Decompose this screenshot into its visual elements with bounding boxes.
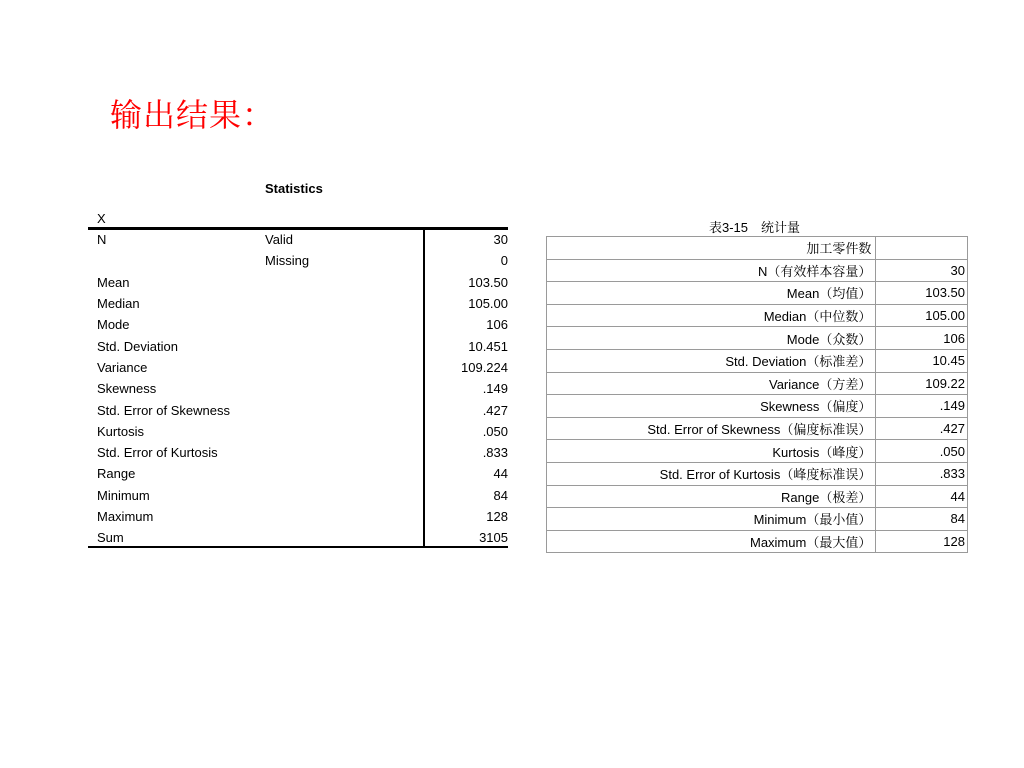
cn-header-cell: 加工零件数 [547, 237, 876, 260]
cn-row-label [547, 530, 876, 553]
spss-row-value: 128 [486, 509, 508, 524]
spss-row-label: Sum [97, 530, 124, 546]
spss-row-value: 103.50 [468, 274, 508, 290]
spss-row-label: Skewness [97, 381, 157, 397]
spss-statistics-table [88, 229, 521, 548]
cn-row-label-zh: （最大值） [806, 536, 872, 552]
spss-row-label: Kurtosis [97, 423, 144, 439]
cn-row-label-zh: （标准差） [806, 355, 872, 371]
cn-row-value: .050 [876, 440, 968, 463]
spss-row [88, 506, 521, 527]
cn-header-empty-cell [876, 237, 968, 260]
spss-row [88, 314, 521, 335]
cn-row-value: .833 [876, 462, 968, 485]
cn-row [547, 282, 968, 305]
cn-row-label-en: Kurtosis [772, 444, 820, 460]
spss-variable-name: X [97, 211, 106, 226]
cn-row [547, 485, 968, 508]
spss-row-sublabel [265, 527, 423, 548]
spss-row-sublabel [265, 506, 423, 527]
spss-row-label: Mode [97, 317, 130, 333]
cn-row-label [547, 282, 876, 305]
cn-row [547, 417, 968, 440]
spss-row [88, 378, 521, 399]
cn-row-label-en: Skewness [760, 399, 820, 415]
cn-row-value: 109.22 [876, 372, 968, 395]
spss-row [88, 272, 521, 293]
cn-row-label-zh: （偏度标准误） [780, 423, 872, 439]
spss-row-label: Maximum [97, 509, 154, 524]
spss-row-label: Std. Error of Skewness [97, 402, 230, 418]
spss-row [88, 229, 521, 250]
cn-row-value: 105.00 [876, 304, 968, 327]
cn-row-label [547, 440, 876, 463]
cn-row-label-en: N [757, 263, 768, 279]
cn-row-label-zh: （最小值） [806, 513, 872, 529]
cn-row-label-zh: （中位数） [806, 310, 872, 326]
spss-row-sublabel [265, 293, 423, 314]
cn-row-value: .427 [876, 417, 968, 440]
cn-row-label [547, 462, 876, 485]
spss-row-value: 0 [500, 253, 508, 269]
spss-row [88, 442, 521, 463]
spss-row-sublabel [265, 335, 423, 356]
cn-row [547, 327, 968, 350]
cn-row-value: 103.50 [876, 282, 968, 305]
cn-row [547, 462, 968, 485]
spss-row-value: .149 [482, 381, 508, 397]
spss-row [88, 335, 521, 356]
spss-row-label: Std. Error of Kurtosis [97, 445, 218, 461]
cn-row-value: .149 [876, 395, 968, 418]
cn-row-label-zh: （方差） [819, 377, 872, 393]
spss-row-sublabel [265, 485, 423, 506]
cn-table-caption: 表3-15 统计量 [709, 220, 801, 235]
cn-row-label-en: Median [763, 309, 807, 325]
spss-row-label: Median [97, 296, 140, 312]
cn-row-label-zh: （众数） [819, 332, 872, 348]
cn-row-value: 44 [876, 485, 968, 508]
spss-row-label: Range [97, 466, 136, 482]
cn-row-label [547, 327, 876, 350]
cn-row [547, 395, 968, 418]
spss-row-sublabel [265, 421, 423, 442]
spss-row-sublabel [265, 399, 423, 420]
spss-row [88, 421, 521, 442]
spss-row-sublabel [265, 357, 423, 378]
spss-row-sublabel [265, 272, 423, 293]
cn-row-label-en: Variance [768, 376, 820, 392]
spss-row [88, 357, 521, 378]
spss-row-sublabel [265, 378, 423, 399]
cn-row [547, 372, 968, 395]
spss-row-sublabel [265, 442, 423, 463]
spss-row [88, 463, 521, 484]
spss-row-value: 84 [493, 487, 508, 503]
spss-row-sublabel [265, 314, 423, 335]
cn-row-label [547, 304, 876, 327]
cn-row-label-zh: （峰度标准误） [780, 468, 872, 484]
cn-row-label-en: Mean [786, 286, 820, 302]
cn-row [547, 440, 968, 463]
spss-row-label: Mean [97, 274, 130, 290]
spss-row [88, 485, 521, 506]
spss-row-label: Minimum [97, 487, 150, 503]
spss-row-sublabel: Missing [265, 253, 310, 269]
cn-row [547, 349, 968, 372]
slide-title: 输出结果： [110, 96, 276, 134]
spss-row [88, 399, 521, 420]
spss-row-label: Std. Deviation [97, 338, 178, 354]
cn-row-label-zh: （均值） [819, 287, 872, 303]
cn-header-row [547, 237, 968, 260]
cn-row-label [547, 508, 876, 531]
cn-row-label [547, 259, 876, 282]
cn-row-value: 106 [876, 327, 968, 350]
cn-row-label-zh: （峰度） [819, 445, 872, 461]
cn-statistics-table [546, 236, 968, 553]
cn-row [547, 508, 968, 531]
cn-row [547, 259, 968, 282]
spss-row-label: N [97, 232, 107, 248]
spss-row-value: .427 [482, 402, 508, 418]
spss-row-sublabel [265, 463, 423, 484]
spss-row-value: .050 [482, 423, 508, 439]
cn-row [547, 530, 968, 553]
spss-row [88, 293, 521, 314]
cn-row-label-zh: （偏度） [819, 400, 872, 416]
spss-row-label: Variance [97, 359, 148, 375]
cn-row-label-en: Std. Error of Skewness [647, 422, 781, 438]
spss-table-title: Statistics [265, 181, 323, 196]
spss-row-value: 44 [493, 466, 508, 482]
spss-row [88, 250, 521, 271]
spss-row-value: .833 [482, 445, 508, 461]
cn-row-label-zh: （极差） [819, 490, 872, 506]
cn-row-label-en: Std. Error of Kurtosis [659, 467, 781, 483]
spss-row-value: 109.224 [461, 359, 508, 375]
spss-row [88, 527, 521, 548]
cn-row-value: 84 [876, 508, 968, 531]
cn-row-label [547, 417, 876, 440]
cn-row-label [547, 485, 876, 508]
spss-row-value: 3105 [479, 530, 508, 546]
cn-row-value: 128 [876, 530, 968, 553]
cn-row-label-zh: （有效样本容量） [767, 264, 872, 280]
spss-row-value: 30 [493, 232, 508, 248]
spss-row-label [88, 250, 265, 271]
cn-row-label [547, 372, 876, 395]
cn-row-value: 10.45 [876, 349, 968, 372]
cn-row [547, 304, 968, 327]
spss-row-value: 106 [486, 317, 508, 333]
cn-row-label-en: Range [781, 489, 820, 505]
cn-row-label [547, 395, 876, 418]
spss-row-value: 10.451 [468, 338, 508, 354]
cn-row-label [547, 349, 876, 372]
cn-row-label-en: Std. Deviation [725, 354, 807, 370]
cn-row-label-en: Mode [786, 331, 820, 347]
cn-row-label-en: Minimum [753, 512, 807, 528]
cn-row-value: 30 [876, 259, 968, 282]
spss-row-value: 105.00 [468, 296, 508, 312]
cn-row-label-en: Maximum [749, 535, 807, 551]
spss-row-sublabel: Valid [265, 232, 293, 248]
